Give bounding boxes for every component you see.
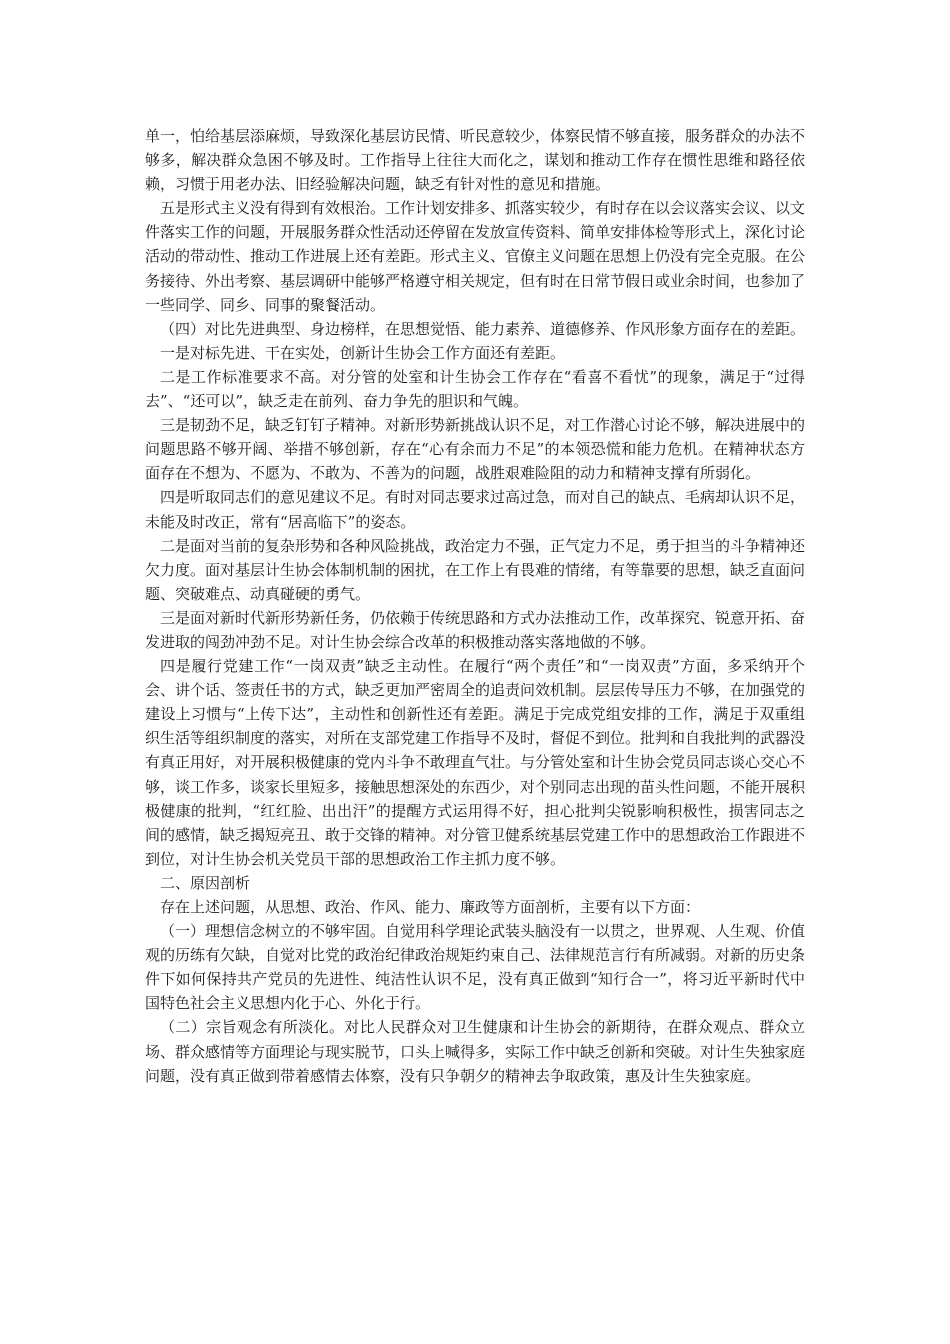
paragraph-1: 单一，怕给基层添麻烦，导致深化基层访民情、听民意较少，体察民情不够直接，服务群众的办法不够多，解决群众急困不够及时。工作指导上往往大而化之，谋划和推动工作存在惯性思维和路径依赖，习惯于用老办法、旧经验解决问题，缺乏有针对性的意见和措施。 xyxy=(145,127,806,194)
paragraph-6: 三是韧劲不足，缺乏钉钉子精神。对新形势新挑战认识不足，对工作潜心讨论不够，解决进展中的问题思路不够开阔、举措不够创新，存在“心有余而力不足”的本领恐慌和能力危机。在精神状态方面存在不想为、不愿为、不敢为、不善为的问题，战胜艰难险阻的动力和精神支撑有所弱化。 xyxy=(145,416,806,483)
paragraph-13: （一）理想信念树立的不够牢固。自觉用科学理论武装头脑没有一以贯之，世界观、人生观、价值观的历练有欠缺，自觉对比党的政治纪律政治规矩约束自己、法律规范言行有所减弱。对新的历史条件下如何保持共产党员的先进性、纯洁性认识不足，没有真正做到“知行合一”，将习近平新时代中国特色社会主义思想内化于心、外化于行。 xyxy=(145,922,806,1013)
paragraph-10: 四是履行党建工作“一岗双责”缺乏主动性。在履行“两个责任”和“一岗双责”方面，多采纳开个会、讲个话、签责任书的方式，缺乏更加严密周全的追责问效机制。层层传导压力不够，在加强党的建设上习惯与“上传下达”，主动性和创新性还有差距。满足于完成党组安排的工作，满足于双重组织生活等组织制度的落实，对所在支部党建工作指导不及时，督促不到位。批判和自我批判的武器没有真正用好，对开展积极健康的党内斗争不敢理直气壮。与分管处室和计生协会党员同志谈心交心不够，谈工作多，谈家长里短多，接触思想深处的东西少，对个别同志出现的苗头性问题，不能开展积极健康的批判，“红红脸、出出汗”的提醒方式运用得不好，担心批判尖锐影响积极性，损害同志之间的感情，缺乏揭短亮丑、敢于交锋的精神。对分管卫健系统基层党建工作中的思想政治工作跟进不到位，对计生协会机关党员干部的思想政治工作主抓力度不够。 xyxy=(145,657,806,868)
paragraph-12: 存在上述问题，从思想、政治、作风、能力、廉政等方面剖析，主要有以下方面： xyxy=(160,898,701,916)
document-page xyxy=(145,124,805,1088)
paragraph-8: 二是面对当前的复杂形势和各种风险挑战，政治定力不强，正气定力不足，勇于担当的斗争精神还欠力度。面对基层计生协会体制机制的困扰，在工作上有畏难的情绪，有等靠要的思想，缺乏直面问题、突破难点、动真碰硬的勇气。 xyxy=(145,536,806,603)
paragraph-5: 二是工作标准要求不高。对分管的处室和计生协会工作存在“看喜不看忧”的现象，满足于“过得去”、“还可以”，缺乏走在前列、奋力争先的胆识和气魄。 xyxy=(145,367,805,411)
paragraph-9: 三是面对新时代新形势新任务，仍依赖于传统思路和方式办法推动工作，改革探究、锐意开拓、奋发进取的闯劲冲劲不足。对计生协会综合改革的积极推动落实落地做的不够。 xyxy=(145,608,806,651)
paragraph-14: （二）宗旨观念有所淡化。对比人民群众对卫生健康和计生协会的新期待，在群众观点、群众立场、群众感情等方面理论与现实脱节，口头上喊得多，实际工作中缺乏创新和突破。对计生失独家庭问题，没有真正做到带着感情去体察，没有只争朝夕的精神去争取政策，惠及计生失独家庭。 xyxy=(145,1018,806,1085)
paragraph-4: 一是对标先进、干在实处，创新计生协会工作方面还有差距。 xyxy=(160,343,566,362)
section-heading-cause-analysis: 二、原因剖析 xyxy=(160,873,251,892)
paragraph-7: 四是听取同志们的意见建议不足。有时对同志要求过高过急，而对自己的缺点、毛病却认识不足，未能及时改正，常有“居高临下”的姿态。 xyxy=(145,488,806,531)
section-heading-4: （四）对比先进典型、身边榜样，在思想觉悟、能力素养、道德修养、作风形象方面存在的差距。 xyxy=(160,319,806,338)
paragraph-2: 五是形式主义没有得到有效根治。工作计划安排多、抓落实较少，有时存在以会议落实会议、以文件落实工作的问题，开展服务群众性活动还停留在发放宣传资料、简单安排体检等形式上，深化讨论活动的带动性、推动工作进展上还有差距。形式主义、官僚主义问题在思想上仍没有完全克服。在公务接待、外出考察、基层调研中能够严格遵守相关规定，但有时在日常节假日或业余时间，也参加了一些同学、同乡、同事的聚餐活动。 xyxy=(145,199,806,314)
